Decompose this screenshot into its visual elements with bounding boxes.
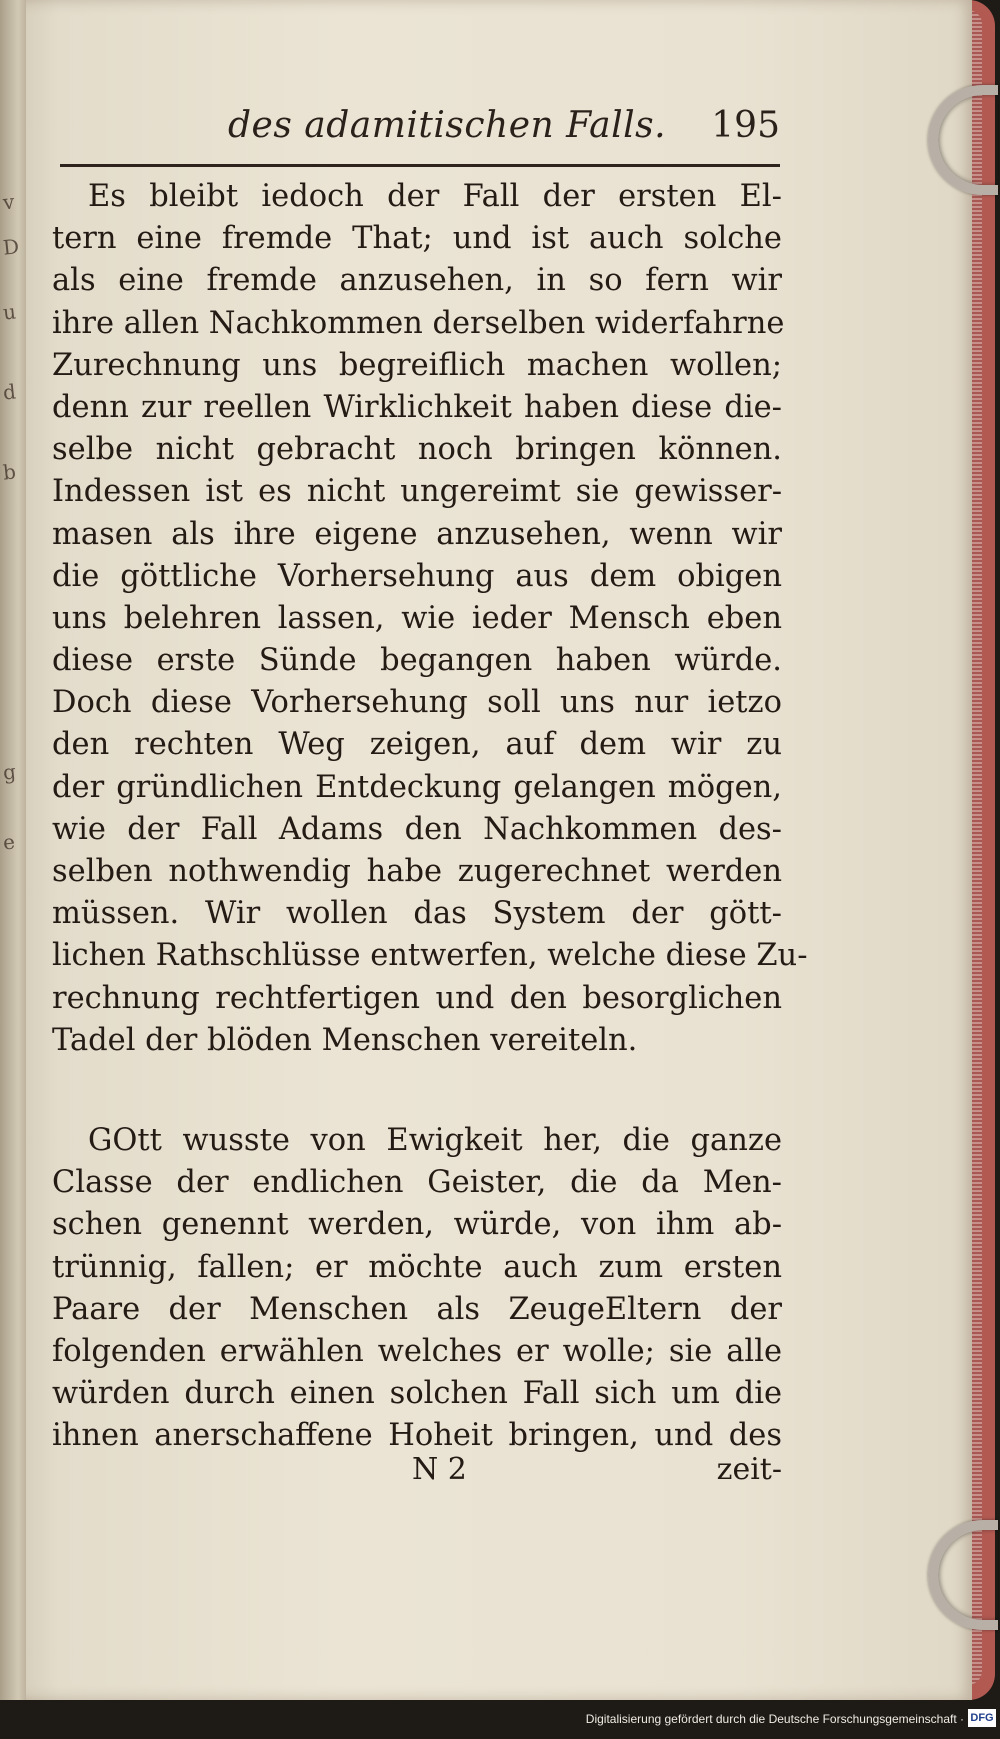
text-line: müssen. Wir wollen das System der gött- [52, 896, 782, 932]
text-line: der gründlichen Entdeckung gelangen mögen, [52, 769, 782, 805]
text-line: Tadel der blöden Menschen vereiteln. [52, 1022, 638, 1058]
text-line: Es bleibt iedoch der Fall der ersten El- [88, 179, 782, 214]
paragraph [52, 176, 808, 1062]
body-text [52, 176, 808, 1457]
text-line: masen als ihre eigene anzusehen, wenn wir [52, 516, 782, 552]
header-rule [60, 164, 780, 167]
sliver-glyph: v [1, 189, 16, 215]
text-line: tern eine fremde That; und ist auch solche [52, 221, 782, 257]
running-head: des adamitischen Falls. [228, 105, 667, 146]
text-line: folgenden erwählen welches er wolle; sie alle [52, 1333, 782, 1369]
catchword: zeit- [716, 1452, 782, 1487]
text-line: Doch diese Vorhersehung soll uns nur ietzo [52, 685, 782, 721]
funding-note: Digitalisierung gefördert durch die Deutsche Forschungsgemeinschaft · [585, 1712, 964, 1726]
previous-page-edge [0, 0, 26, 1700]
text-line: schen genennt werden, würde, von ihm ab- [52, 1207, 782, 1243]
text-line: rechnung rechtfertigen und den besorglichen [52, 980, 782, 1016]
sliver-glyph: d [1, 379, 18, 405]
text-line: uns belehren lassen, wie ieder Mensch eben [52, 600, 782, 636]
text-line: würden durch einen solchen Fall sich um die [52, 1376, 782, 1412]
sliver-glyph: D [1, 234, 21, 260]
text-line: lichen Rathschlüsse entwerfen, welche diese Zu- [52, 938, 808, 974]
text-line: den rechten Weg zeigen, auf dem wir zu [52, 727, 782, 763]
sliver-glyph: u [1, 299, 18, 325]
funding-bar [0, 1700, 1000, 1739]
page-header [60, 105, 780, 161]
text-line: GOtt wusste von Ewigkeit her, die ganze [88, 1122, 782, 1158]
text-line: selben nothwendig habe zugerechnet werden [52, 854, 782, 889]
text-line: die göttliche Vorhersehung aus dem obigen [52, 558, 782, 594]
paragraph [52, 1120, 782, 1458]
text-line: trünnig, fallen; er möchte auch zum ersten [52, 1249, 782, 1285]
text-line: Indessen ist es nicht ungereimt sie gewisser- [52, 474, 782, 510]
text-line: Classe der endlichen Geister, die da Men- [52, 1165, 782, 1201]
text-line: diese erste Sünde begangen haben würde. [52, 643, 782, 679]
text-line: Paare der Menschen als ZeugeEltern der [52, 1291, 782, 1327]
text-line: wie der Fall Adams den Nachkommen des- [52, 811, 782, 847]
sliver-glyph: e [1, 829, 17, 855]
text-line: Zurechnung uns begreiflich machen wollen; [52, 347, 782, 383]
text-line: ihnen anerschaffene Hoheit bringen, und des [52, 1418, 782, 1454]
sliver-glyph: g [1, 759, 18, 785]
page-footer [60, 1452, 782, 1500]
dfg-logo: DFG [968, 1709, 996, 1727]
text-line: ihre allen Nachkommen derselben widerfahrne [52, 305, 785, 341]
signature-mark: N 2 [412, 1452, 467, 1487]
paragraph-gap [52, 1062, 782, 1120]
sliver-glyph: b [1, 459, 18, 485]
text-line: denn zur reellen Wirklichkeit haben diese die- [52, 389, 782, 425]
text-line: als eine fremde anzusehen, in so fern wir [52, 263, 782, 299]
page-number: 195 [711, 105, 780, 146]
text-line: selbe nicht gebracht noch bringen können. [52, 432, 782, 468]
